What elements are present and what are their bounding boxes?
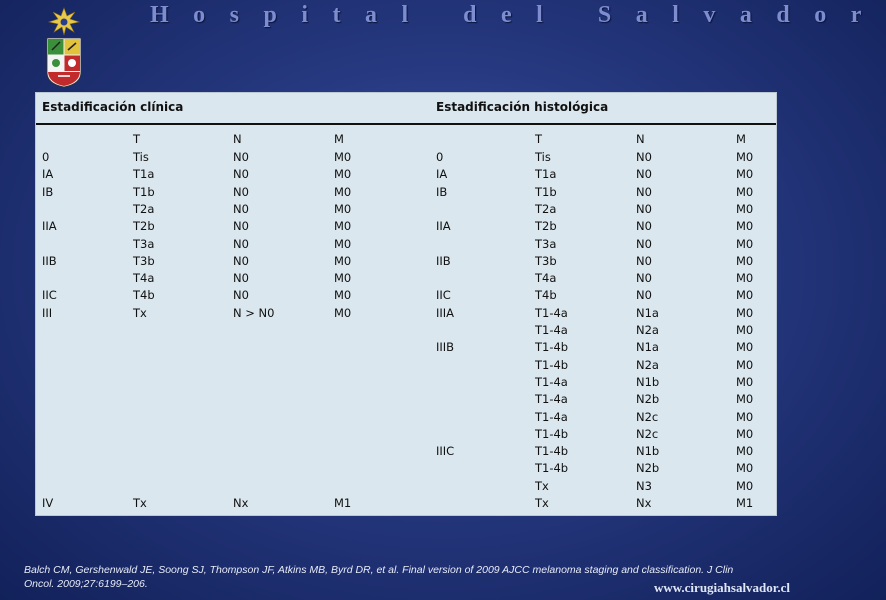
clinical-cell-m: M0 <box>334 253 352 268</box>
clinical-cell-m: M0 <box>334 271 352 286</box>
histological-cell-stage: 0 <box>436 150 444 164</box>
histological-cell-m: M0 <box>736 357 754 372</box>
histological-cell-m: M0 <box>736 184 754 199</box>
histological-cell-t: Tx <box>535 496 549 510</box>
clinical-cell-m: M0 <box>334 236 352 251</box>
histological-cell-n: N3 <box>636 478 652 493</box>
histological-cell-t: T3b <box>535 253 557 268</box>
histological-cell-n: N0 <box>636 184 652 199</box>
clinical-column-header-m: M <box>334 132 344 146</box>
clinical-cell-m: M0 <box>334 288 352 303</box>
slide-title: Hospital del Salvador <box>150 2 886 28</box>
clinical-cell-stage: IB <box>42 184 54 199</box>
citation-text: Balch CM, Gershenwald JE, Soong SJ, Thompson JF, Atkins MB, Byrd DR, et al. Final version of 2009 AJCC melanoma staging and classification. J Clin Oncol. 2009;27:6199–206. <box>24 564 734 590</box>
clinical-cell-n: N0 <box>233 184 249 199</box>
clinical-cell-n: Nx <box>233 496 249 510</box>
histological-cell-n: N2c <box>636 426 659 441</box>
histological-cell-m: M0 <box>736 288 754 303</box>
histological-cell-n: N0 <box>636 150 652 164</box>
histological-cell-n: N2a <box>636 323 659 337</box>
histological-cell-t: T1-4b <box>535 444 569 459</box>
clinical-cell-m: M0 <box>334 150 352 164</box>
clinical-cell-stage: 0 <box>42 150 50 164</box>
clinical-cell-stage: IIA <box>42 219 57 234</box>
clinical-cell-m: M0 <box>334 167 352 182</box>
histological-cell-m: M0 <box>736 201 754 216</box>
histological-cell-stage: IIIC <box>436 444 455 459</box>
histological-cell-t: T2b <box>535 219 557 234</box>
clinical-cell-stage: IV <box>42 496 54 510</box>
histological-cell-n: Nx <box>636 496 652 510</box>
clinical-cell-t: Tx <box>133 305 147 320</box>
clinical-cell-m: M0 <box>334 219 352 234</box>
clinical-cell-t: T3b <box>133 253 155 268</box>
histological-cell-t: T3a <box>535 236 557 251</box>
clinical-cell-n: N0 <box>233 288 249 303</box>
clinical-cell-t: Tx <box>133 496 147 510</box>
histological-cell-stage: IIB <box>436 253 451 268</box>
table-header <box>36 93 776 125</box>
histological-cell-m: M0 <box>736 374 754 389</box>
clinical-cell-stage: IA <box>42 167 54 182</box>
clinical-cell-t: T1b <box>133 184 155 199</box>
clinical-staging-header: Estadificación clínica <box>42 100 184 114</box>
histological-cell-m: M0 <box>736 444 754 459</box>
histological-cell-n: N0 <box>636 167 652 182</box>
clinical-cell-n: N0 <box>233 271 249 286</box>
histological-cell-t: Tx <box>535 478 549 493</box>
clinical-cell-t: T2a <box>133 201 155 216</box>
clinical-cell-m: M0 <box>334 305 352 320</box>
clinical-cell-n: N0 <box>233 219 249 234</box>
histological-cell-stage: IB <box>436 184 448 199</box>
histological-cell-m: M0 <box>736 409 754 424</box>
histological-cell-t: T1b <box>535 184 557 199</box>
histological-cell-n: N0 <box>636 201 652 216</box>
histological-cell-n: N0 <box>636 288 652 303</box>
histological-cell-t: T4a <box>535 271 557 286</box>
histological-cell-n: N0 <box>636 253 652 268</box>
histological-cell-t: T4b <box>535 288 557 303</box>
histological-cell-n: N0 <box>636 236 652 251</box>
clinical-cell-m: M0 <box>334 184 352 199</box>
histological-cell-n: N2a <box>636 357 659 372</box>
histological-cell-n: N1b <box>636 444 660 459</box>
histological-cell-t: T1-4a <box>535 374 568 389</box>
histological-cell-t: Tis <box>535 150 551 164</box>
clinical-cell-n: N0 <box>233 150 249 164</box>
histological-cell-stage: IIIA <box>436 305 455 320</box>
histological-cell-t: T1-4a <box>535 409 568 424</box>
histological-cell-m: M0 <box>736 271 754 286</box>
clinical-cell-m: M1 <box>334 496 352 510</box>
histological-cell-t: T1-4a <box>535 305 568 320</box>
histological-cell-n: N2b <box>636 461 660 476</box>
histological-cell-m: M0 <box>736 219 754 234</box>
histological-cell-m: M0 <box>736 150 754 164</box>
clinical-cell-t: T4a <box>133 271 155 286</box>
clinical-column-header-t: T <box>133 132 141 146</box>
histological-cell-t: T1a <box>535 167 557 182</box>
histological-cell-n: N1a <box>636 340 659 355</box>
clinical-cell-n: N0 <box>233 201 249 216</box>
histological-cell-n: N0 <box>636 271 652 286</box>
histological-cell-m: M0 <box>736 392 754 407</box>
clinical-cell-t: T2b <box>133 219 155 234</box>
website-url: www.cirugiahsalvador.cl <box>653 580 790 595</box>
histological-cell-n: N2c <box>636 409 659 424</box>
histological-cell-m: M0 <box>736 323 754 337</box>
histological-cell-m: M0 <box>736 253 754 268</box>
clinical-cell-n: N0 <box>233 167 249 182</box>
histological-cell-m: M0 <box>736 461 754 476</box>
histological-cell-m: M0 <box>736 236 754 251</box>
histological-cell-n: N1a <box>636 305 659 320</box>
clinical-cell-m: M0 <box>334 201 352 216</box>
clinical-cell-t: Tis <box>133 150 149 164</box>
hospital-logo <box>44 6 84 88</box>
histological-cell-stage: IA <box>436 167 448 182</box>
histological-cell-t: T1-4b <box>535 461 569 476</box>
histological-cell-m: M0 <box>736 167 754 182</box>
histological-cell-t: T1-4a <box>535 323 568 337</box>
histological-cell-m: M0 <box>736 426 754 441</box>
histological-cell-t: T1-4b <box>535 357 569 372</box>
clinical-cell-n: N0 <box>233 253 249 268</box>
histological-column-header-n: N <box>636 132 645 146</box>
histological-cell-m: M1 <box>736 496 754 510</box>
staging-table <box>35 92 777 516</box>
histological-cell-t: T1-4b <box>535 426 569 441</box>
clinical-cell-n: N0 <box>233 236 249 251</box>
histological-cell-t: T1-4a <box>535 392 568 407</box>
clinical-cell-t: T4b <box>133 288 155 303</box>
histological-cell-m: M0 <box>736 340 754 355</box>
histological-cell-n: N2b <box>636 392 660 407</box>
histological-cell-m: M0 <box>736 305 754 320</box>
clinical-cell-stage: IIC <box>42 288 57 303</box>
shield-icon <box>47 38 81 87</box>
histological-cell-m: M0 <box>736 478 754 493</box>
clinical-cell-n: N > N0 <box>233 305 275 320</box>
histological-column-header-t: T <box>535 132 543 146</box>
clinical-column-header-n: N <box>233 132 242 146</box>
clinical-cell-t: T3a <box>133 236 155 251</box>
histological-staging-header: Estadificación histológica <box>436 100 609 114</box>
histological-cell-n: N1b <box>636 374 660 389</box>
histological-column-header-m: M <box>736 132 746 146</box>
histological-cell-t: T1-4b <box>535 340 569 355</box>
clinical-cell-stage: IIB <box>42 253 57 268</box>
histological-cell-stage: IIA <box>436 219 451 234</box>
histological-cell-stage: IIIB <box>436 340 455 355</box>
histological-cell-stage: IIC <box>436 288 451 303</box>
histological-cell-n: N0 <box>636 219 652 234</box>
star-emblem-icon <box>49 8 79 35</box>
clinical-cell-stage: III <box>42 305 53 320</box>
histological-cell-t: T2a <box>535 201 557 216</box>
clinical-cell-t: T1a <box>133 167 155 182</box>
